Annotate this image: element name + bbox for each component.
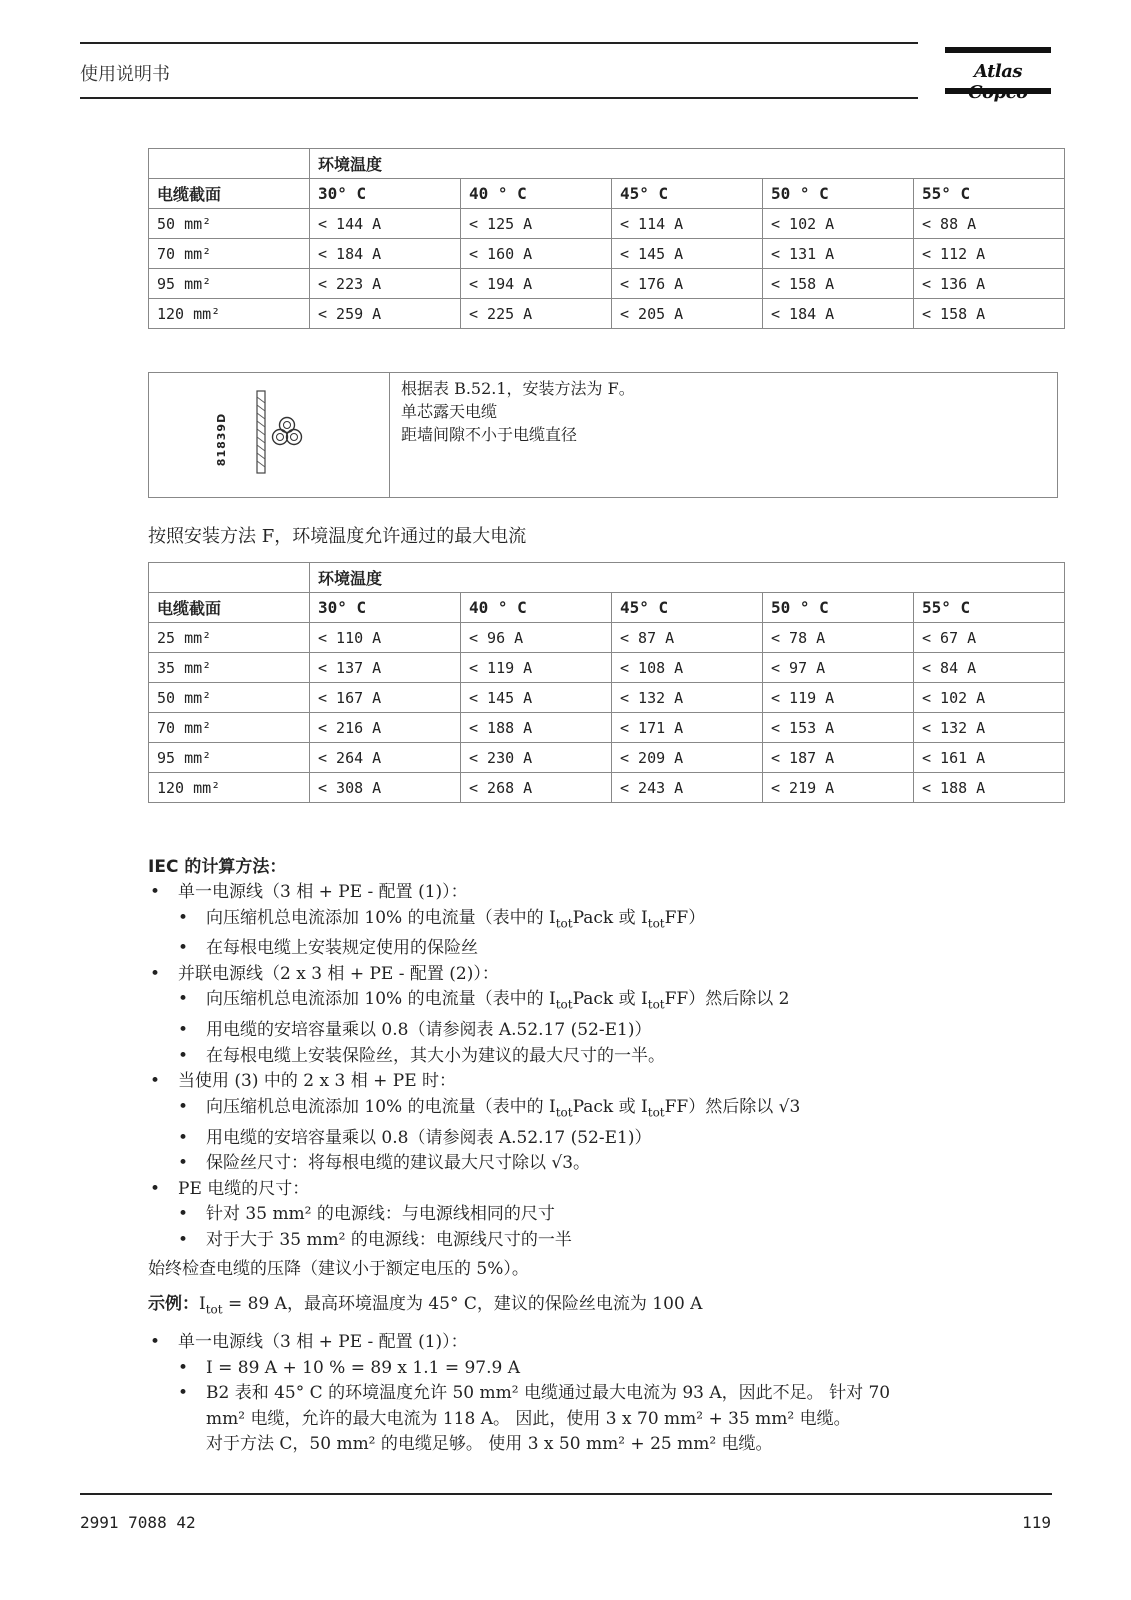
table-row [149,209,1065,239]
page-number: 119 [1022,1513,1051,1532]
list-text: Pack 或 I [572,907,648,928]
current-table-1 [148,148,1065,329]
list-item: • 在每根电缆上安装规定使用的保险丝 [148,936,800,962]
list-item: • 对于大于 35 mm² 的电源线：电源线尺寸的一半 [148,1228,800,1254]
list-item: • 用电缆的安培容量乘以 0.8（请参阅表 A.52.17 (52-E1)） [148,1126,800,1152]
table-row [149,713,1065,743]
logo-text: Atlas [973,61,1023,82]
list-text: 向压缩机总电流添加 10% 的电流量（表中的 I [206,907,556,928]
current-cell: < 102 A [763,209,914,239]
cable-size-cell: 35 mm² [149,653,310,683]
list-text: FF）然后除以 2 [664,989,790,1010]
subscript: tot [555,1105,573,1120]
current-cell: < 268 A [461,773,612,803]
current-cell: < 176 A [612,269,763,299]
list-line: • B2 表和 45° C 的环境温度允许 50 mm² 电缆通过最大电流为 93 A，因此不足。 针对 70 [206,1383,891,1403]
list-text: FF）然后除以 √3 [664,1096,801,1117]
current-cell: < 158 A [914,299,1065,329]
list-text: Pack 或 I [572,1096,648,1117]
current-cell: < 87 A [612,623,763,653]
current-cell: < 131 A [763,239,914,269]
current-cell: < 184 A [763,299,914,329]
method-line: 单芯露天电缆 [401,402,498,421]
table-row [149,653,1065,683]
current-cell: < 132 A [612,683,763,713]
current-cell: < 259 A [310,299,461,329]
current-cell: < 119 A [461,653,612,683]
method-description [401,377,635,446]
current-cell: < 167 A [310,683,461,713]
current-cell: < 158 A [763,269,914,299]
cable-size-cell: 70 mm² [149,713,310,743]
method-line: 根据表 B.52.1，安装方法为 F。 [401,379,635,398]
list-item: • 针对 35 mm² 的电源线：与电源线相同的尺寸 [148,1202,800,1228]
current-cell: < 96 A [461,623,612,653]
cable-size-cell: 70 mm² [149,239,310,269]
logo-bar-top [945,47,1051,53]
temp-header: 30° C [310,593,461,623]
table-header-row [149,149,1065,179]
current-cell: < 160 A [461,239,612,269]
cable-size-cell: 95 mm² [149,743,310,773]
current-cell: < 119 A [763,683,914,713]
current-cell: < 67 A [914,623,1065,653]
list-text: 向压缩机总电流添加 10% 的电流量（表中的 I [206,989,556,1010]
example-label: 示例： [148,1294,199,1314]
current-cell: < 187 A [763,743,914,773]
table-row [149,743,1065,773]
subscript: tot [555,997,573,1012]
current-cell: < 188 A [914,773,1065,803]
page-header-title: 使用说明书 [80,64,170,85]
current-cell: < 145 A [461,683,612,713]
list-item: • I = 89 A + 10 % = 89 x 1.1 = 97.9 A [148,1356,890,1382]
iec-method-list [148,880,800,1253]
current-cell: < 188 A [461,713,612,743]
cable-size-cell: 95 mm² [149,269,310,299]
example-list [148,1330,890,1458]
single-core-cable-wall-icon [149,373,389,497]
header-rule-top [80,42,918,44]
footer-rule [80,1493,1052,1495]
current-cell: < 161 A [914,743,1065,773]
table-header-row [149,593,1065,623]
list-line: mm² 电缆，允许的最大电流为 118 A。 因此，使用 3 x 70 mm² + 35 mm² 电缆。 [206,1408,851,1429]
temp-header: 45° C [612,179,763,209]
current-cell: < 230 A [461,743,612,773]
subscript: tot [647,1105,665,1120]
ambient-temp-label: 环境温度 [310,563,1065,593]
subscript: tot [555,915,573,930]
current-cell: < 108 A [612,653,763,683]
image-code-label: 81839D [215,412,229,467]
current-cell: < 144 A [310,209,461,239]
example-i: I [199,1294,206,1314]
cable-size-cell: 120 mm² [149,773,310,803]
list-item: • 当使用 (3) 中的 2 x 3 相 + PE 时： [148,1069,800,1095]
doc-number: 2991 7088 42 [80,1513,196,1532]
current-cell: < 194 A [461,269,612,299]
current-cell: < 209 A [612,743,763,773]
current-cell: < 205 A [612,299,763,329]
temp-header: 55° C [914,593,1065,623]
subscript: tot [647,915,665,930]
current-cell: < 114 A [612,209,763,239]
example-line [148,1289,702,1316]
iec-heading: IEC 的计算方法： [148,857,287,877]
list-line: 对于方法 C，50 mm² 的电缆足够。 使用 3 x 50 mm² + 25 mm² 电缆。 [206,1434,773,1454]
current-cell: < 184 A [310,239,461,269]
current-cell: < 125 A [461,209,612,239]
list-item: • 单一电源线（3 相 + PE - 配置 (1)）： [148,880,800,906]
current-cell: < 243 A [612,773,763,803]
temp-header: 40 ° C [461,593,612,623]
current-cell: < 132 A [914,713,1065,743]
current-cell: < 137 A [310,653,461,683]
table-corner-cell [149,149,310,179]
table-header-row [149,179,1065,209]
example-text: = 89 A，最高环境温度为 45° C，建议的保险丝电流为 100 A [222,1294,703,1314]
current-cell: < 308 A [310,773,461,803]
cable-size-cell: 50 mm² [149,683,310,713]
temp-header: 55° C [914,179,1065,209]
table-row [149,239,1065,269]
current-cell: < 112 A [914,239,1065,269]
current-cell: < 216 A [310,713,461,743]
list-item [148,987,800,1018]
current-cell: < 110 A [310,623,461,653]
current-cell: < 171 A [612,713,763,743]
table-row [149,269,1065,299]
list-item: • 保险丝尺寸：将每根电缆的建议最大尺寸除以 √3。 [148,1151,800,1177]
list-text: Pack 或 I [572,989,648,1010]
table-corner-cell [149,563,310,593]
current-table-2 [148,562,1065,803]
subscript: tot [647,997,665,1012]
list-item: • 在每根电缆上安装保险丝，其大小为建议的最大尺寸的一半。 [148,1044,800,1070]
table-row [149,299,1065,329]
current-cell: < 97 A [763,653,914,683]
list-item [148,906,800,937]
cable-section-header: 电缆截面 [149,593,310,623]
method-illustration-cell [149,373,390,497]
temp-header: 50 ° C [763,593,914,623]
table-row [149,683,1065,713]
current-cell: < 136 A [914,269,1065,299]
list-item: • 用电缆的安培容量乘以 0.8（请参阅表 A.52.17 (52-E1)） [148,1018,800,1044]
current-cell: < 145 A [612,239,763,269]
current-cell: < 153 A [763,713,914,743]
current-cell: < 264 A [310,743,461,773]
cable-size-cell: 25 mm² [149,623,310,653]
installation-method-box [148,372,1058,498]
current-cell: < 88 A [914,209,1065,239]
current-cell: < 225 A [461,299,612,329]
current-cell: < 102 A [914,683,1065,713]
current-cell: < 78 A [763,623,914,653]
temp-header: 45° C [612,593,763,623]
cable-section-header: 电缆截面 [149,179,310,209]
header-rule-bottom [80,97,918,99]
list-item [148,1381,890,1458]
current-cell: < 219 A [763,773,914,803]
temp-header: 40 ° C [461,179,612,209]
current-cell: < 223 A [310,269,461,299]
list-item [148,1095,800,1126]
voltage-drop-note: 始终检查电缆的压降（建议小于额定电压的 5%）。 [148,1259,529,1279]
method-line: 距墙间隙不小于电缆直径 [401,425,578,444]
cable-size-cell: 50 mm² [149,209,310,239]
table-row [149,773,1065,803]
logo-bar-bottom [945,88,1051,94]
list-item: • 并联电源线（2 x 3 相 + PE - 配置 (2)）： [148,962,800,988]
temp-header: 50 ° C [763,179,914,209]
temp-header: 30° C [310,179,461,209]
list-item: • PE 电缆的尺寸： [148,1177,800,1203]
atlas-copco-logo [945,47,1051,99]
list-item: • 单一电源线（3 相 + PE - 配置 (1)）： [148,1330,890,1356]
ambient-temp-label: 环境温度 [310,149,1065,179]
list-text: 向压缩机总电流添加 10% 的电流量（表中的 I [206,1096,556,1117]
table-row [149,623,1065,653]
table2-caption: 按照安装方法 F，环境温度允许通过的最大电流 [148,526,527,547]
cable-size-cell: 120 mm² [149,299,310,329]
current-cell: < 84 A [914,653,1065,683]
table-header-row [149,563,1065,593]
list-text: FF） [664,907,706,928]
subscript: tot [205,1302,223,1317]
